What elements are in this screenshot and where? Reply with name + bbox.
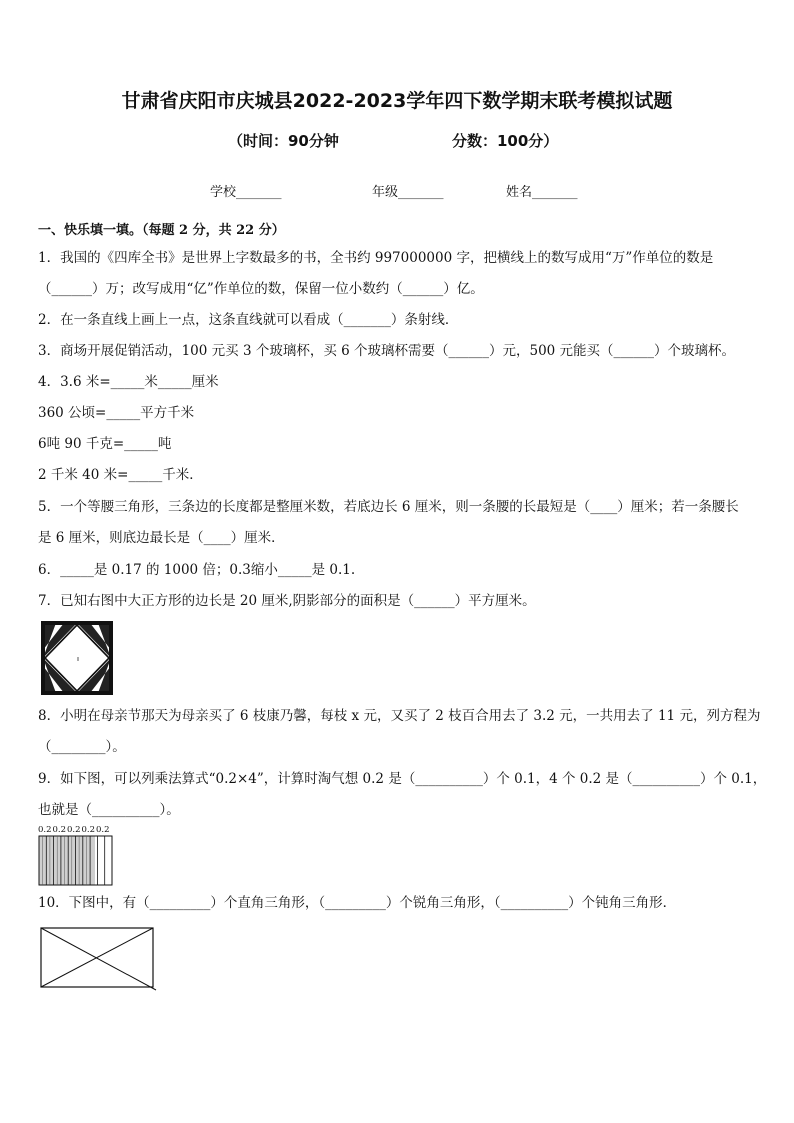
strip-label: 0.2 bbox=[38, 825, 52, 835]
question-5-line-1: 5．一个等腰三角形，三条边的长度都是整厘米数，若底边长 6 厘米，则一条腰的长最短是（____）厘米；若一条腰长 bbox=[38, 499, 739, 515]
decimal-strip-figure bbox=[38, 824, 118, 888]
question-4-line-4: 2 千米 40 米=_____千米． bbox=[38, 467, 203, 483]
grade-field[interactable]: 年级_______ bbox=[372, 185, 444, 200]
question-6: 6．_____是 0.17 的 1000 倍；0.3缩小_____是 0.1. bbox=[38, 562, 356, 578]
question-4-line-2: 360 公顷=_____平方千米 bbox=[38, 405, 195, 421]
question-5-line-2: 是 6 厘米，则底边最长是（____）厘米． bbox=[38, 530, 285, 546]
strip-label: 0.2 bbox=[96, 825, 110, 835]
score-label: 分数：100分） bbox=[452, 132, 559, 150]
question-8-line-1: 8．小明在母亲节那天为母亲买了 6 枝康乃馨，每枝 x 元，又买了 2 枝百合用去了 3.2 元，一共用去了 11 元，列方程为 bbox=[38, 708, 761, 724]
question-8-line-2: （________）。 bbox=[38, 739, 126, 755]
question-4-line-3: 6吨 90 千克=_____吨 bbox=[38, 436, 172, 452]
section-heading: 一、快乐填一填。（每题 2 分，共 22 分） bbox=[38, 223, 285, 238]
question-4-line-1: 4．3.6 米=_____米_____厘米 bbox=[38, 374, 219, 390]
name-field[interactable]: 姓名_______ bbox=[506, 185, 578, 200]
square-figure bbox=[40, 620, 114, 696]
rectangle-diagonals-figure bbox=[40, 927, 158, 991]
question-10: 10．下图中，有（_________）个直角三角形，（_________）个锐角三角形，（__________）个钝角三角形． bbox=[38, 895, 677, 911]
page-title: 甘肃省庆阳市庆城县2022-2023学年四下数学期末联考模拟试题 bbox=[121, 90, 673, 112]
question-9-line-1: 9．如下图，可以列乘法算式“0.2×4”，计算时淘气想 0.2 是（__________）个 0.1，4 个 0.2 是（__________）个 0.1， bbox=[38, 771, 767, 787]
school-field[interactable]: 学校_______ bbox=[210, 185, 282, 200]
time-label: （时间：90分钟 bbox=[228, 132, 339, 150]
question-1-line-2: （______）万；改写成用“亿”作单位的数，保留一位小数约（______）亿。 bbox=[38, 281, 484, 297]
strip-label: 0.2 bbox=[67, 825, 81, 835]
question-3: 3．商场开展促销活动，100 元买 3 个玻璃杯，买 6 个玻璃杯需要（______）元，500 元能买（______）个玻璃杯。 bbox=[38, 343, 736, 359]
question-9-line-2: 也就是（__________）。 bbox=[38, 802, 180, 818]
question-1-line-1: 1．我国的《四库全书》是世界上字数最多的书，全书约 997000000 字，把横线上的数写成用“万”作单位的数是 bbox=[38, 250, 714, 266]
question-7: 7．已知右图中大正方形的边长是 20 厘米,阴影部分的面积是（______）平方厘米。 bbox=[38, 593, 536, 609]
question-2: 2．在一条直线上画上一点，这条直线就可以看成（_______）条射线． bbox=[38, 312, 459, 328]
strip-label: 0.2 bbox=[81, 825, 96, 835]
strip-label: 0.2 bbox=[52, 825, 67, 835]
